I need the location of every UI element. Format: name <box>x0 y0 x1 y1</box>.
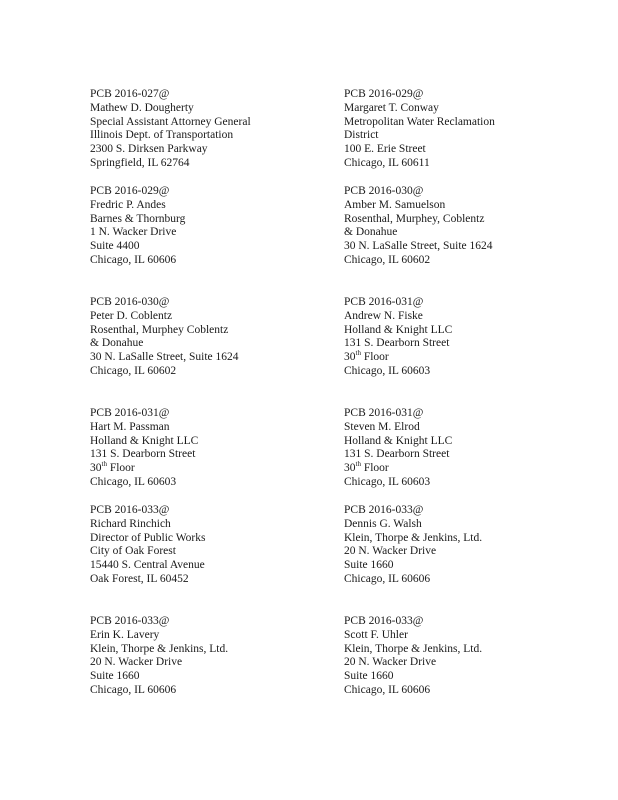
case-number: PCB 2016-031@ <box>344 407 424 419</box>
recipient-title: Director of Public Works <box>90 531 206 544</box>
city-state-zip: Oak Forest, IL 60452 <box>90 572 189 585</box>
city-state-zip: Chicago, IL 60611 <box>344 156 430 169</box>
suite: Suite 1660 <box>344 559 394 572</box>
suite: Suite 4400 <box>90 240 140 253</box>
case-number: PCB 2016-029@ <box>344 88 424 100</box>
case-number: PCB 2016-033@ <box>90 504 170 516</box>
case-number: PCB 2016-029@ <box>90 185 170 197</box>
recipient-name: Amber M. Samuelson <box>344 198 446 211</box>
service-entry-samuelson <box>344 185 594 268</box>
street-address: 30 N. LaSalle Street, Suite 1624 <box>344 240 493 253</box>
service-entry-elrod <box>344 407 594 490</box>
recipient-name: Scott F. Uhler <box>344 628 408 641</box>
city-state-zip: Chicago, IL 60606 <box>90 253 177 266</box>
recipient-name: Steven M. Elrod <box>344 420 420 433</box>
organization: Rosenthal, Murphey Coblentz <box>90 323 229 336</box>
street-address: 131 S. Dearborn Street <box>344 448 450 461</box>
street-address: 20 N. Wacker Drive <box>344 545 437 558</box>
street-address: 131 S. Dearborn Street <box>344 337 450 350</box>
case-number: PCB 2016-033@ <box>344 504 424 516</box>
city-state-zip: Springfield, IL 62764 <box>90 156 190 169</box>
recipient-title: Special Assistant Attorney General <box>90 115 251 128</box>
street-address: 15440 S. Central Avenue <box>90 559 205 572</box>
organization: Illinois Dept. of Transportation <box>90 129 234 142</box>
service-entry-conway <box>344 88 594 171</box>
case-number: PCB 2016-033@ <box>90 615 170 627</box>
organization: Klein, Thorpe & Jenkins, Ltd. <box>344 531 483 544</box>
street-address: 30 N. LaSalle Street, Suite 1624 <box>90 351 239 364</box>
service-entry-passman <box>90 407 340 490</box>
city-state-zip: Chicago, IL 60603 <box>344 475 431 488</box>
organization: Klein, Thorpe & Jenkins, Ltd. <box>344 642 483 655</box>
service-entry-coblentz <box>90 296 340 379</box>
case-number: PCB 2016-030@ <box>344 185 424 197</box>
city-state-zip: Chicago, IL 60606 <box>344 572 431 585</box>
recipient-name: Peter D. Coblentz <box>90 309 173 322</box>
organization: Holland & Knight LLC <box>90 434 199 447</box>
recipient-name: Dennis G. Walsh <box>344 517 422 530</box>
recipient-name: Hart M. Passman <box>90 420 170 433</box>
street-address: 2300 S. Dirksen Parkway <box>90 143 208 156</box>
city-state-zip: Chicago, IL 60603 <box>344 364 431 377</box>
street-address: 1 N. Wacker Drive <box>90 226 177 239</box>
street-address: 20 N. Wacker Drive <box>90 656 183 669</box>
street-address: 20 N. Wacker Drive <box>344 656 437 669</box>
city-state-zip: Chicago, IL 60602 <box>344 253 431 266</box>
recipient-name: Mathew D. Dougherty <box>90 101 194 114</box>
service-entry-rinchich <box>90 504 340 587</box>
organization: Holland & Knight LLC <box>344 434 453 447</box>
suite: Suite 1660 <box>90 670 140 683</box>
organization-cont: & Donahue <box>90 337 144 350</box>
service-entry-walsh <box>344 504 594 587</box>
recipient-name: Richard Rinchich <box>90 517 171 530</box>
city-state-zip: Chicago, IL 60606 <box>90 683 177 696</box>
suite: Suite 1660 <box>344 670 394 683</box>
case-number: PCB 2016-027@ <box>90 88 170 100</box>
organization: City of Oak Forest <box>90 545 176 558</box>
organization: Klein, Thorpe & Jenkins, Ltd. <box>90 642 229 655</box>
street-address: 100 E. Erie Street <box>344 143 426 156</box>
floor: 30th Floor <box>344 460 389 475</box>
service-entry-uhler <box>344 615 594 698</box>
case-number: PCB 2016-033@ <box>344 615 424 627</box>
floor: 30th Floor <box>90 460 135 475</box>
city-state-zip: Chicago, IL 60602 <box>90 364 177 377</box>
city-state-zip: Chicago, IL 60603 <box>90 475 177 488</box>
case-number: PCB 2016-031@ <box>344 296 424 308</box>
recipient-name: Andrew N. Fiske <box>344 309 423 322</box>
organization: Barnes & Thornburg <box>90 212 186 225</box>
organization-cont: & Donahue <box>344 226 398 239</box>
city-state-zip: Chicago, IL 60606 <box>344 683 431 696</box>
case-number: PCB 2016-031@ <box>90 407 170 419</box>
floor: 30th Floor <box>344 349 389 364</box>
organization: Metropolitan Water Reclamation <box>344 115 495 128</box>
organization: Rosenthal, Murphey, Coblentz <box>344 212 485 225</box>
recipient-name: Margaret T. Conway <box>344 101 439 114</box>
service-entry-fiske <box>344 296 594 379</box>
service-entry-andes <box>90 185 340 268</box>
organization-cont: District <box>344 129 379 142</box>
recipient-name: Fredric P. Andes <box>90 198 166 211</box>
recipient-name: Erin K. Lavery <box>90 628 160 641</box>
service-entry-dougherty <box>90 88 340 171</box>
street-address: 131 S. Dearborn Street <box>90 448 196 461</box>
organization: Holland & Knight LLC <box>344 323 453 336</box>
case-number: PCB 2016-030@ <box>90 296 170 308</box>
service-entry-lavery <box>90 615 340 698</box>
